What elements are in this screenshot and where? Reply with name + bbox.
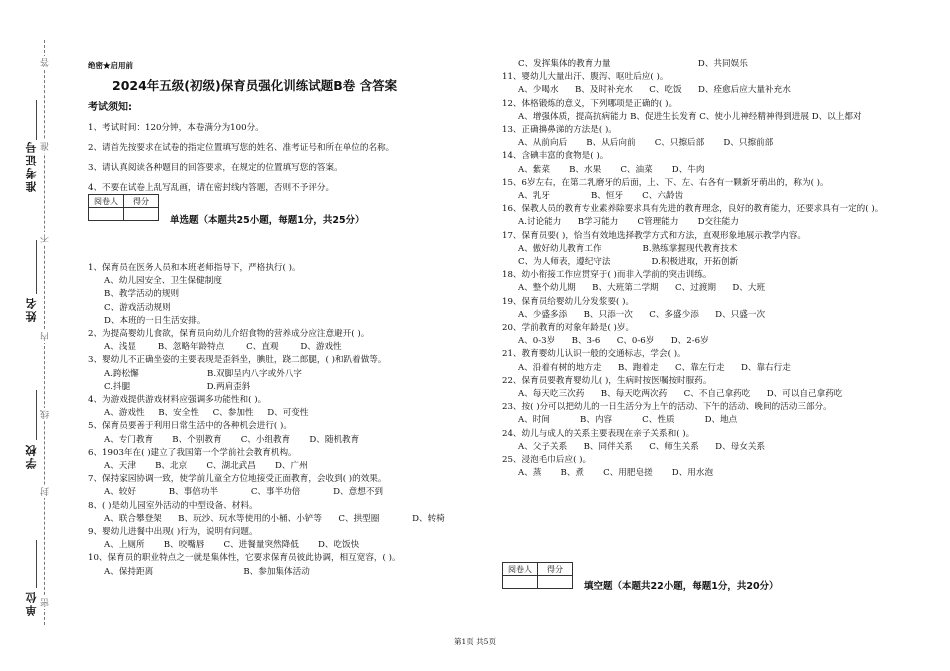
notice-heading: 考试须知: xyxy=(88,102,132,113)
answer-option: C、为人师表，遵纪守法 D.积极进取，开拓创新 xyxy=(518,257,739,268)
secret-mark: 绝密★启用前 xyxy=(88,61,133,70)
answer-option: A、父子关系 B、同伴关系 C、师生关系 D、母女关系 xyxy=(518,441,766,452)
seal-word: 内 xyxy=(41,332,51,341)
answer-option: A、游戏性 B、安全性 C、参加性 D、可变性 xyxy=(104,408,309,419)
section-heading-fill-blank: 填空题（本题共22小题，每题1分，共20分） xyxy=(584,581,779,592)
name-blank xyxy=(36,240,37,294)
answer-option: A、紫菜 B、水果 C、油菜 D、牛肉 xyxy=(518,164,705,175)
question-text: 5、保育员要善于利用日常生活中的各种机会进行( )。 xyxy=(88,421,292,432)
unit-blank xyxy=(36,540,37,588)
answer-option: A.跨松懈 B.双脚呈内八字或外八字 xyxy=(104,368,302,379)
exam-number-blank xyxy=(36,100,37,140)
page-footer: 第1页 共5页 xyxy=(454,637,496,646)
seal-word: 准 xyxy=(41,142,51,151)
name-label: 姓名 xyxy=(25,296,38,322)
question-text: 15、6岁左右，在第二乳磨牙的后面，上、下、左、右各有一颗新牙萌出的，称为( )。 xyxy=(502,177,829,188)
answer-option: A、保持距离 B、参加集体活动 xyxy=(104,566,310,577)
answer-option: A、0-3岁 B、3-6 C、0-6岁 D、2-6岁 xyxy=(518,336,709,347)
grader-cell[interactable] xyxy=(503,576,538,589)
exam-title: 2024年五级(初级)保育员强化训练试题B卷 含答案 xyxy=(112,78,398,93)
question-text: 21、教育婴幼儿认识一般的交通标志，学会( )。 xyxy=(502,349,686,360)
answer-option: A、傲好幼儿教育工作 B.熟练掌握现代教育技术 xyxy=(518,243,738,254)
question-text: 6、1903年在( )建立了我国第一个学前社会教育机构。 xyxy=(88,447,297,458)
answer-option: D、本班的一日生活安排。 xyxy=(104,315,206,326)
school-label: 学校 xyxy=(25,443,38,469)
question-text: 18、幼小衔接工作应贯穿于( )而非入学前的突击训练。 xyxy=(502,270,712,281)
answer-option: A、少盛多添 B、只添一次 C、多盛少添 D、只盛一次 xyxy=(518,309,766,320)
answer-option: A.讨论能力 B学习能力 C管理能力 D交往能力 xyxy=(518,217,739,228)
question-text: 1、保育员在医务人员和本班老师指导下，严格执行( )。 xyxy=(88,263,301,273)
seal-word: 不 xyxy=(41,234,51,243)
answer-option: A、从前向后 B、从后向前 C、只擦后部 D、只擦前部 xyxy=(518,138,774,149)
answer-option: B、教学活动的规则 xyxy=(104,289,180,300)
question-text: 23、按( )分可以把幼儿的一日生活分为上午的活动、下午的活动、晚间的活动三部分。 xyxy=(502,402,832,413)
answer-option: C、发挥集体的教育力量 D、共同娱乐 xyxy=(518,59,748,69)
unit-label: 单位 xyxy=(25,590,38,616)
score-label: 得分 xyxy=(538,563,573,576)
answer-option: A、整个幼儿期 B、大班第二学期 C、过渡期 D、大班 xyxy=(518,283,766,294)
left-question-column xyxy=(88,262,480,579)
grader-cell[interactable] xyxy=(89,208,124,221)
question-text: 13、正确擤鼻涕的方法是( )。 xyxy=(502,125,617,136)
question-text: 11、婴幼儿大量出汗、腹泻、呕吐后应( )。 xyxy=(502,72,669,83)
question-text: 7、保持家园协调一致，使学前儿童全方位地接受正面教育，会收到( )的效果。 xyxy=(88,474,387,485)
seal-word: 答 xyxy=(41,58,51,67)
question-text: 10、保育员的职业特点之一就是集体性，它要求保育员彼此协调，相互宽容，( )。 xyxy=(88,553,401,564)
question-text: 17、保育员要( )，恰当有效地选择教学方式和方法，直观形象地展示教学内容。 xyxy=(502,230,806,241)
question-text: 12、体格锻炼的意义，下列哪项是正确的( )。 xyxy=(502,98,678,109)
seal-word: 封 xyxy=(41,487,51,496)
seal-word: 密 xyxy=(41,598,51,607)
question-text: 14、含碘丰富的食物是( )。 xyxy=(502,151,609,162)
answer-option: A、较好 B、事倍功半 C、事半功倍 D、意想不到 xyxy=(104,487,384,498)
answer-option: A、联合攀登架 B、玩沙、玩水等使用的小桶、小铲等 C、拱型圈 D、转椅 xyxy=(104,513,445,524)
score-box xyxy=(88,194,159,221)
notice-list xyxy=(88,118,478,198)
notice-item: 4、不要在试卷上乱写乱画，请在密封线内答题，否则不予评分。 xyxy=(88,183,335,193)
question-text: 19、保育员给婴幼儿分发浆要( )。 xyxy=(502,296,635,307)
answer-option: A、乳牙 B、恒牙 C、六龄齿 xyxy=(518,191,684,202)
section-heading-single-choice: 单选题（本题共25小题，每题1分，共25分） xyxy=(170,215,365,226)
answer-option: A、时间 B、内容 C、性质 D、地点 xyxy=(518,415,738,426)
question-text: 25、浸泡毛巾后应( )。 xyxy=(502,455,592,466)
notice-item: 2、请首先按要求在试卷的指定位置填写您的姓名、准考证号和所在单位的名称。 xyxy=(88,143,395,153)
answer-option: A、蒸 B、煮 C、用肥皂搓 D、用水泡 xyxy=(518,468,714,479)
answer-option: A、浅显 B、忽略年龄特点 C、直观 D、游戏性 xyxy=(104,342,342,353)
exam-number-label: 准考证号 xyxy=(25,140,38,192)
answer-option: A、天津 B、北京 C、湖北武昌 D、广州 xyxy=(104,461,308,472)
score-box xyxy=(502,562,573,589)
grader-label: 阅卷人 xyxy=(89,195,124,208)
question-text: 8、( )是幼儿园室外活动的中型设备、材料。 xyxy=(88,500,258,511)
answer-option: A、每天吃三次药 B、每天吃两次药 C、不自己拿药吃 D、可以自己拿药吃 xyxy=(518,389,843,400)
score-cell[interactable] xyxy=(538,576,573,589)
question-text: 3、婴幼儿不正确坐姿的主要表现是歪斜坐，腆肚，跷二郎腿，( )和趴着做等。 xyxy=(88,355,387,366)
answer-option: A、上厕所 B、咬嘴唇 C、进餐量突然降低 D、吃饭快 xyxy=(104,540,360,551)
answer-option: A、少喝水 B、及时补充水 C、吃饭 D、痊愈后应大量补充水 xyxy=(518,85,791,96)
answer-option: C.抖腿 D.两肩歪斜 xyxy=(104,381,251,392)
answer-option: A、幼儿园安全、卫生保健制度 xyxy=(104,276,222,287)
question-text: 24、幼儿与成人的关系主要表现在亲子关系和( )。 xyxy=(502,428,695,439)
binding-margin xyxy=(0,0,58,671)
seal-word: 线 xyxy=(41,410,51,419)
answer-option: A、增强体质，提高抗病能力 B、促进生长发育 C、使小儿神经精神得到进展 D、以上都对 xyxy=(518,111,862,122)
score-label: 得分 xyxy=(124,195,159,208)
grader-label: 阅卷人 xyxy=(503,563,538,576)
question-text: 2、为提高婴幼儿食欲，保育员向幼儿介绍食物的营养成分应注意避开( )。 xyxy=(88,329,370,340)
answer-option: A、专门教育 B、个别教育 C、小组教育 D、随机教育 xyxy=(104,434,360,445)
score-cell[interactable] xyxy=(124,208,159,221)
answer-option: C、游戏活动规则 xyxy=(104,302,171,313)
notice-item: 3、请认真阅读各种题目的回答要求，在规定的位置填写您的答案。 xyxy=(88,163,343,173)
right-question-column xyxy=(502,58,922,481)
notice-item: 1、考试时间：120分钟，本卷满分为100分。 xyxy=(88,123,264,133)
question-text: 16、保教人员的教育专业素养除要求具有先进的教育理念，良好的教育能力，还要求具有一定的( )。 xyxy=(502,204,884,215)
school-blank xyxy=(36,390,37,440)
question-text: 9、婴幼儿进餐中出现( )行为，说明有问题。 xyxy=(88,527,258,538)
answer-option: A、沿着有树的地方走 B、跑着走 C、靠左行走 D、靠右行走 xyxy=(518,362,791,373)
question-text: 4、为游戏提供游戏材料应强调多功能性和( )。 xyxy=(88,395,267,406)
question-text: 20、学前教育的对象年龄是( )岁。 xyxy=(502,323,635,334)
question-text: 22、保育员要教育婴幼儿( )，生病时按医嘱按时服药。 xyxy=(502,375,712,386)
